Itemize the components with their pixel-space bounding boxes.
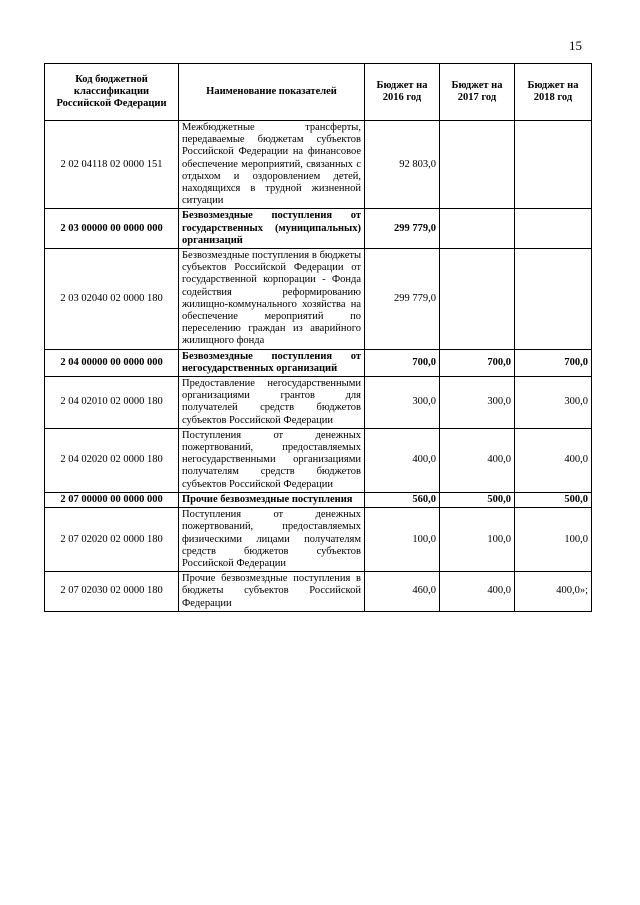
row-2016: 299 779,0 [365,209,440,249]
row-2018 [515,121,592,209]
row-name: Межбюджетные трансферты, передаваемые бюджетам субъектов Российской Федерации на финансовое обеспечение мероприятий, связанных с отдыхом и оздоровлением детей, находящихся в трудной жизненной ситуации [179,121,365,209]
row-code: 2 07 02020 02 0000 180 [45,508,179,572]
row-2017 [440,209,515,249]
row-2017: 400,0 [440,572,515,612]
row-code: 2 04 02010 02 0000 180 [45,377,179,429]
table-row [45,249,592,350]
row-code: 2 04 00000 00 0000 000 [45,349,179,376]
table-row [45,492,592,507]
row-name: Прочие безвозмездные поступления [179,492,365,507]
row-2016: 300,0 [365,377,440,429]
row-2017: 700,0 [440,349,515,376]
table-row [45,121,592,209]
row-2016: 700,0 [365,349,440,376]
row-2016: 100,0 [365,508,440,572]
row-code: 2 03 02040 02 0000 180 [45,249,179,350]
table-header-row [45,64,592,121]
table-row [45,349,592,376]
table-row [45,428,592,492]
row-name: Поступления от денежных пожертвований, предоставляемых физическими лицами получателям средств бюджетов субъектов Российской Федерации [179,508,365,572]
row-code: 2 03 00000 00 0000 000 [45,209,179,249]
header-2018: Бюджет на 2018 год [515,64,592,121]
row-2016: 560,0 [365,492,440,507]
header-name: Наименование показателей [179,64,365,121]
row-2016: 92 803,0 [365,121,440,209]
header-2016: Бюджет на 2016 год [365,64,440,121]
row-name: Поступления от денежных пожертвований, предоставляемых негосударственными организациями получателям средств бюджетов субъектов Российской Федерации [179,428,365,492]
row-name: Безвозмездные поступления от государственных (муниципальных) организаций [179,209,365,249]
budget-table [44,63,592,612]
row-2018 [515,209,592,249]
row-code: 2 07 00000 00 0000 000 [45,492,179,507]
row-2016: 460,0 [365,572,440,612]
row-2017: 400,0 [440,428,515,492]
page-number: 15 [569,38,582,53]
row-2017 [440,121,515,209]
row-2018: 300,0 [515,377,592,429]
row-name: Предоставление негосударственными организациями грантов для получателей средств бюджетов субъектов Российской Федерации [179,377,365,429]
row-code: 2 02 04118 02 0000 151 [45,121,179,209]
row-2018: 700,0 [515,349,592,376]
row-2016: 400,0 [365,428,440,492]
row-2018 [515,249,592,350]
row-2017: 100,0 [440,508,515,572]
table-row [45,209,592,249]
row-code: 2 07 02030 02 0000 180 [45,572,179,612]
header-2017: Бюджет на 2017 год [440,64,515,121]
table-row [45,508,592,572]
row-2018: 100,0 [515,508,592,572]
header-code: Код бюджетной классификации Российской Федерации [45,64,179,121]
row-2018: 500,0 [515,492,592,507]
table-row [45,377,592,429]
row-name: Безвозмездные поступления от негосударственных организаций [179,349,365,376]
row-code: 2 04 02020 02 0000 180 [45,428,179,492]
row-name: Прочие безвозмездные поступления в бюджеты субъектов Российской Федерации [179,572,365,612]
row-2018: 400,0 [515,428,592,492]
row-2018: 400,0»; [515,572,592,612]
row-name: Безвозмездные поступления в бюджеты субъектов Российской Федерации от государственной корпорации - Фонда содействия реформированию жилищно-коммунального хозяйства на обеспечение мероприятий по переселению граждан из аварийного жилищного фонда [179,249,365,350]
row-2016: 299 779,0 [365,249,440,350]
row-2017: 500,0 [440,492,515,507]
row-2017: 300,0 [440,377,515,429]
table-row [45,572,592,612]
row-2017 [440,249,515,350]
